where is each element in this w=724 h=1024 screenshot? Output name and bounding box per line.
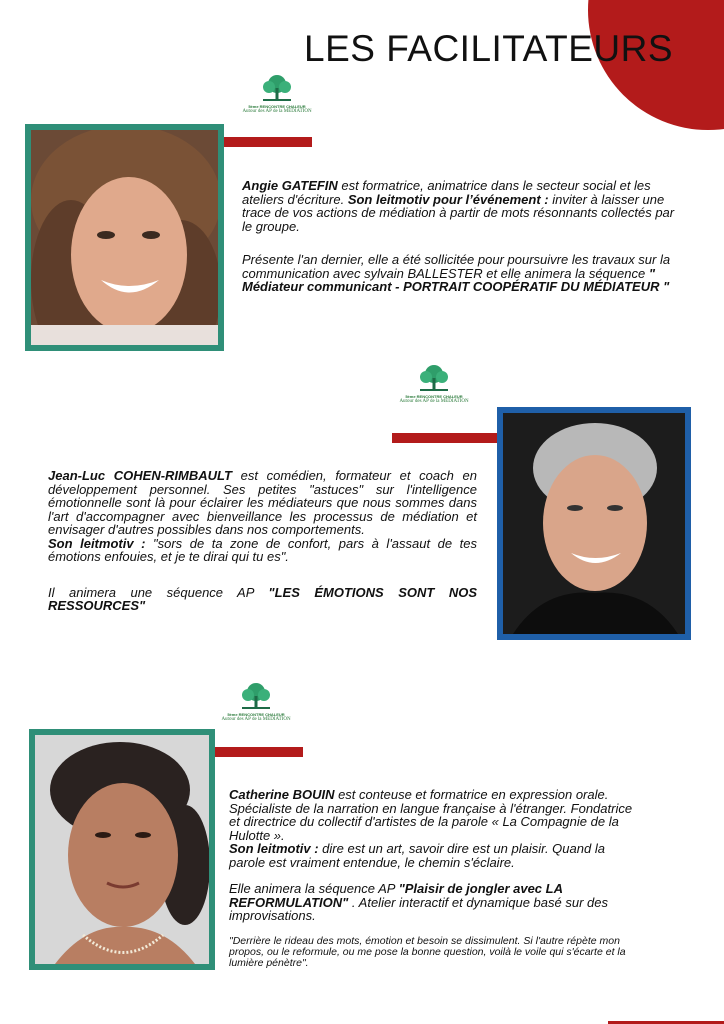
leitmotiv-text: inviter à laisser une trace de vos actions de médiation à partir de mots résonnants collectés par le groupe.	[242, 191, 675, 234]
bio-intro: est comédien, formateur et coach en développement personnel. Ses petites "astuces" sur l'intelligence émotionnelle sont là pour éclairer les médiateurs que nous sommes dans l'art d'accompagner avec bienveillance les processus de médiation et envisager d'autres possibles dans nos comportements.	[48, 468, 477, 537]
session-text: Il animera une séquence AP	[48, 584, 269, 600]
leitmotiv-text: "sors de ta zone de confort, pars à l'assaut de tes émotions enfouies, et je te dirai qui tu es".	[48, 535, 478, 564]
bio-intro: est formatrice, animatrice dans le secteur social et les ateliers d'écriture.	[242, 178, 651, 207]
leitmotiv-text: dire est un art, savoir dire est un plaisir. Quand la parole est vraiment entendue, le chemin s'éclaire.	[229, 841, 605, 870]
facilitator-name: Catherine BOUIN	[229, 787, 335, 802]
logo-line-2: Autour des AP de la MÉDIATION	[221, 717, 291, 722]
bio-angie-gatefin	[242, 179, 682, 307]
bio-paragraph	[242, 179, 682, 233]
logo-line-1: 5ème RENCONTRE CHALEUR	[227, 712, 285, 717]
bio-paragraph	[229, 882, 644, 923]
event-logo	[237, 74, 317, 115]
bio-jean-luc-cohen-rimbault	[48, 469, 477, 626]
logo-line-1: 5ème RENCONTRE CHALEUR	[405, 394, 463, 399]
page-title: LES FACILITATEURS	[304, 28, 673, 69]
portrait-jean-luc-cohen-rimbault	[497, 407, 691, 640]
leitmotiv-label: Son leitmotiv :	[229, 841, 319, 856]
logo-line-2: Autour des AP de la MÉDIATION	[399, 399, 469, 404]
session-description: . Atelier interactif et dynamique basé sur des improvisations.	[229, 894, 608, 923]
bio-paragraph	[229, 842, 644, 869]
portrait-angie-gatefin	[25, 124, 224, 351]
leitmotiv-label: Son leitmotiv :	[48, 535, 146, 551]
leitmotiv-label: Son leitmotiv pour l’événement :	[347, 191, 549, 207]
event-logo	[394, 364, 474, 405]
tree-logo-icon	[238, 682, 274, 712]
bio-paragraph	[242, 253, 682, 294]
session-text: Présente l'an dernier, elle a été sollicitée pour poursuivre les travaux sur la communication avec sylvain BALLESTER et elle animera la séquence	[242, 252, 671, 281]
tree-logo-icon	[416, 364, 452, 394]
tree-logo-icon	[259, 74, 295, 104]
bio-paragraph	[48, 469, 477, 537]
session-title: " Médiateur communicant - PORTRAIT COOPÉRATIF DU MÉDIATEUR "	[242, 265, 670, 294]
bio-paragraph	[48, 586, 477, 613]
logo-line-1: 5ème RENCONTRE CHALEUR	[248, 104, 306, 109]
bio-paragraph	[229, 788, 644, 842]
event-logo	[216, 682, 296, 723]
facilitator-quote: "Derrière le rideau des mots, émotion et besoin se dissimulent. Si l'autre répète mon propos, ou le reformule, ou me pose la bonne question, voilà le voile qui s'écarte et la lumière pénètre".	[229, 934, 626, 969]
portrait-catherine-bouin	[29, 729, 215, 970]
logo-line-2: Autour des AP de la MÉDIATION	[242, 109, 312, 114]
session-title: "LES ÉMOTIONS SONT NOS RESSOURCES"	[48, 584, 477, 613]
facilitator-name: Angie GATEFIN	[242, 178, 338, 193]
session-title: "Plaisir de jongler avec LA REFORMULATION"	[229, 881, 563, 910]
session-text: Elle animera la séquence AP	[229, 881, 399, 896]
bio-paragraph	[48, 537, 477, 564]
facilitator-name: Jean-Luc COHEN-RIMBAULT	[48, 468, 232, 483]
bio-intro: est conteuse et formatrice en expression orale. Spécialiste de la narration en langue française à l'étranger. Fondatrice et directrice du collectif d'artistes de la parole « La Compagnie de la Hulotte ».	[229, 787, 633, 843]
bio-catherine-bouin	[229, 788, 644, 982]
